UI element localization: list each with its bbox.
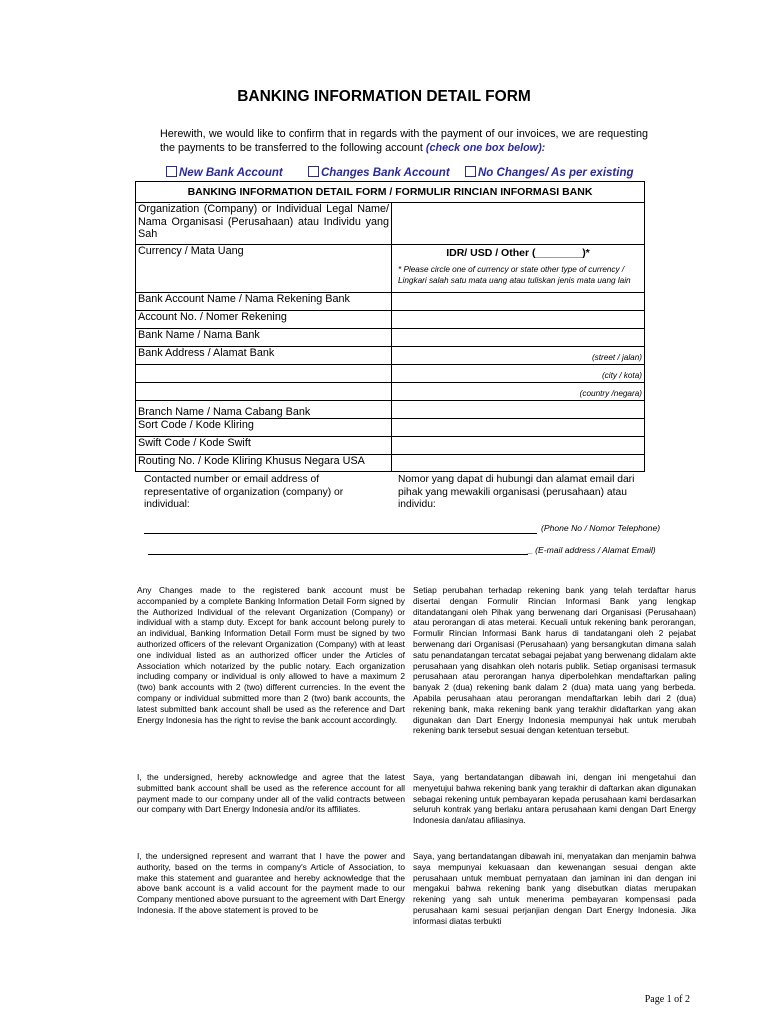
paragraph-1-id: Setiap perubahan terhadap rekening bank yang telah terdaftar harus disertai dengan Formulir Rincian Informasi Bank yang lengkap ditandatangani oleh Pihak yang berwenang dari Organisasi (Perusahaan) atau perorangan di atas meterai. Kecuali untuk rekening bank perorangan, Formulir Rincian Informasi Bank harus di tandatangani oleh 2 pejabat berwenang dari Organisasi (Perusahaan) yang bersangkutan dimana salah satu penandatangan tercatat sebagai pejabat yang berwenang didalam akte perusahaan yang disahkan oleh notaris publik. Setiap organisasi termasuk perusahaan atau perorangan hanya diperbolehkan mendaftarkan paling banyak 2 (dua) rekening bank dalam 2 (dua) mata uang yang berbeda. Apabila perusahaan atau perorangan mendaftarkan lebih dari 2 (dua) rekening bank, maka rekening bank yang terakhir didaftarkan yang akan digunakan dan Dart Energy Indonesia mempunyai hak untuk merubah rekening bank tersebut sesuai dengan ketentuan tersebut.	[413, 585, 696, 736]
checkbox-icon[interactable]	[308, 166, 319, 177]
checkbox-icon[interactable]	[465, 166, 476, 177]
branch-label: Branch Name / Nama Cabang Bank	[136, 401, 392, 419]
contact-text-en: Contacted number or email address of representative of organization (company) or individual:	[144, 474, 344, 510]
street-field[interactable]	[392, 347, 645, 365]
intro-emphasis: (check one box below):	[425, 142, 546, 154]
paragraph-3-id: Saya, yang bertandatangan dibawah ini, menyatakan dan menjamin bahwa saya mempunyai kekuasaan dan kewenangan sesuai dengan akte perusahaan untuk membuat pernyataan dan jaminan ini dan dengan ini mengakui bahwa rekening bank yang disebutkan diatas merupakan rekening yang sah untuk menerima pembayaran kompensasi pada perusahaan kami sesuai perjanjian dengan Dart Energy Indonesia. Jika informasi diatas terbukti	[413, 851, 696, 926]
intro-text: Herewith, we would like to confirm that in regards with the payment of our invoices, we are requesting the payments to be transferred to the following account	[160, 128, 648, 154]
country-hint: (country /negara)	[579, 388, 642, 398]
option-label: Changes Bank Account	[321, 167, 450, 179]
page-number: Page 1 of 2	[644, 994, 690, 1005]
org-name-label: Organization (Company) or Individual Legal Name/ Nama Organisasi (Perusahaan) atau Individu yang Sah	[136, 203, 392, 245]
account-no-label: Account No. / Nomer Rekening	[136, 311, 392, 329]
bank-name-label: Bank Name / Nama Bank	[136, 329, 392, 347]
branch-field[interactable]	[392, 401, 645, 419]
bank-name-field[interactable]	[392, 329, 645, 347]
contact-text-id: Nomor yang dapat di hubungi dan alamat email dari pihak yang mewakili organisasi (perusahaan) atau individu:	[398, 474, 635, 510]
address-blank-2	[136, 383, 392, 401]
paragraph-3-en: I, the undersigned represent and warrant that I have the power and authority, based on the terms in company's Article of Association, to make this statement and guarantee and hereby acknowledge that the above bank account is a valid account for the payment made to our Company mentioned above pursuant to the agreement with Dart Energy Indonesia. If the above statement is proved to be	[137, 851, 405, 915]
sort-code-field[interactable]	[392, 419, 645, 437]
org-name-field[interactable]	[392, 203, 645, 245]
email-input-line[interactable]	[148, 554, 528, 555]
sort-code-label: Sort Code / Kode Kliring	[136, 419, 392, 437]
address-blank-1	[136, 365, 392, 383]
country-field[interactable]	[392, 383, 645, 401]
option-changes-bank-account[interactable]	[308, 166, 450, 179]
currency-options: IDR/ USD / Other (________)*	[446, 247, 590, 259]
currency-field[interactable]	[392, 245, 645, 293]
account-name-field[interactable]	[392, 293, 645, 311]
option-label: No Changes/ As per existing	[478, 167, 634, 179]
city-hint: (city / kota)	[601, 370, 642, 380]
currency-note: * Please circle one of currency or state other type of currency / Lingkari salah satu mata uang atau tuliskan jenis mata uang lain	[398, 264, 631, 285]
street-hint: (street / jalan)	[591, 352, 642, 362]
form-title: BANKING INFORMATION DETAIL FORM	[237, 88, 531, 105]
intro-paragraph	[160, 127, 648, 155]
paragraph-2-id: Saya, yang bertandatangan dibawah ini, dengan ini mengetahui dan menyetujui bahwa rekening bank yang terakhir di daftarkan akan digunakan sebagai rekening untuk pembayaran kepada perusahaan kami berdasarkan seluruh kontrak yang berlaku antara perusahaan kami dengan Dart Energy Indonesia dan/atau afiliasinya.	[413, 772, 696, 826]
swift-code-field[interactable]	[392, 437, 645, 455]
swift-code-label: Swift Code / Kode Swift	[136, 437, 392, 455]
account-no-field[interactable]	[392, 311, 645, 329]
routing-field[interactable]	[392, 455, 645, 472]
email-label: _ (E-mail address / Alamat Email)	[528, 545, 656, 555]
bank-address-label: Bank Address / Alamat Bank	[136, 347, 392, 365]
option-no-changes[interactable]	[465, 166, 634, 179]
checkbox-icon[interactable]	[166, 166, 177, 177]
currency-label: Currency / Mata Uang	[136, 245, 392, 293]
option-new-bank-account[interactable]	[166, 166, 283, 179]
account-name-label: Bank Account Name / Nama Rekening Bank	[136, 293, 392, 311]
option-label: New Bank Account	[179, 167, 283, 179]
routing-label: Routing No. / Kode Kliring Khusus Negara USA	[136, 455, 392, 472]
city-field[interactable]	[392, 365, 645, 383]
table-header: BANKING INFORMATION DETAIL FORM / FORMULIR RINCIAN INFORMASI BANK	[136, 182, 645, 203]
bank-info-table	[135, 181, 645, 472]
paragraph-1-en: Any Changes made to the registered bank account must be accompanied by a complete Banking Information Detail Form signed by the Authorized Individual of the relevant Organization (Company) or individual with a stamp duty. Except for bank account belong purely to an individual, Banking Information Detail Form must be signed by two authorized officers of the relevant Organization (Company) with at least one individual listed as an authorized officer under the Articles of Association which notarized by the public notary. Each organization including company or individual is only allowed to have a maximum 2 (two) bank accounts with 2 (two) different currencies. In the event the company or individual submitted more than 2 (two) bank accounts, the latest submitted bank account shall be used as the reference and Dart Energy Indonesia has the right to revise the bank account accordingly.	[137, 585, 405, 725]
phone-label: (Phone No / Nomor Telephone)	[541, 523, 661, 533]
paragraph-2-en: I, the undersigned, hereby acknowledge and agree that the latest submitted bank account shall be used as the reference account for all payment made to our company under all of the valid contracts between our company with Dart Energy Indonesia and/or its affiliates.	[137, 772, 405, 815]
phone-input-line[interactable]	[144, 533, 537, 534]
